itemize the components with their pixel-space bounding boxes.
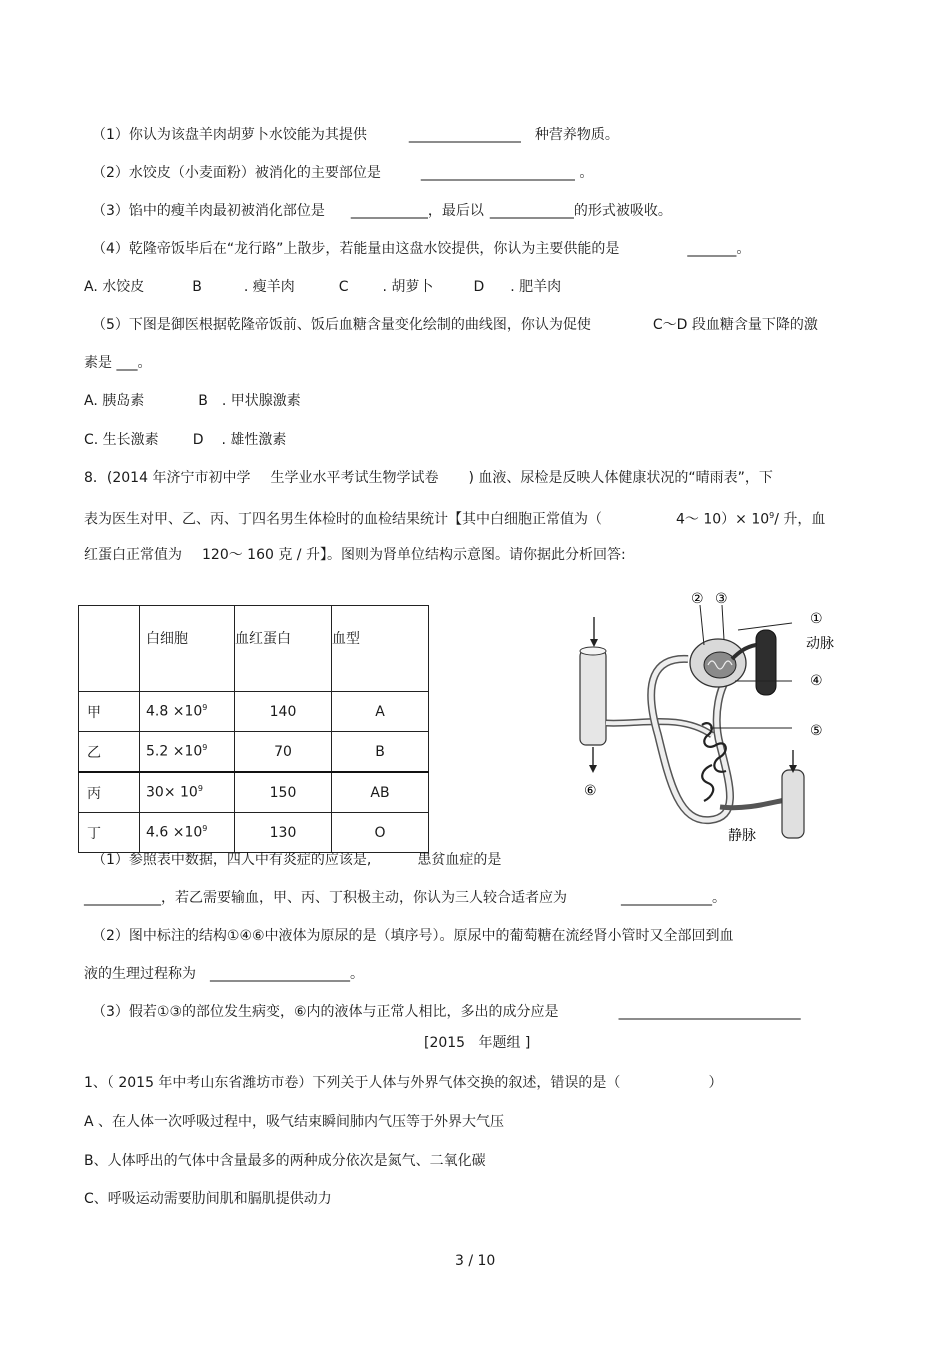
q8-sub1-cont bbox=[84, 888, 726, 908]
table-cell-name: 甲 bbox=[79, 692, 140, 732]
vein-vessel bbox=[782, 770, 804, 838]
q8-wbc-exp: 9 bbox=[769, 511, 775, 520]
table-header-cell bbox=[79, 606, 140, 692]
wbc-exponent: 9 bbox=[202, 743, 208, 753]
table-row bbox=[79, 732, 429, 773]
option-d-letter: D bbox=[192, 432, 204, 448]
q7-part2 bbox=[92, 163, 593, 183]
option-c-letter: C bbox=[338, 279, 349, 295]
table-header-cell: 血型 bbox=[332, 606, 429, 692]
q8-intro: ) 血液、尿检是反映人体健康状况的“晴雨表”，下 bbox=[468, 470, 773, 486]
q2015-stem bbox=[84, 1073, 722, 1093]
q7-part5-options-ab bbox=[84, 391, 301, 411]
collecting-tube bbox=[580, 650, 606, 745]
q8-sub1-blank: ___________，若乙需要输血，甲、丙、丁积极主动，你认为三人较合适者应为 bbox=[84, 890, 567, 906]
wbc-value: 4.8 ×10 bbox=[146, 703, 203, 720]
wbc-exponent: 9 bbox=[202, 703, 208, 713]
q7-part5-text2: C～D 段血糖含量下降的激 bbox=[652, 317, 818, 333]
wbc-exponent: 9 bbox=[202, 824, 208, 834]
label-2: ② bbox=[691, 591, 704, 607]
q7-part4-text: （4）乾隆帝饭毕后在“龙行路”上散步，若能量由这盘水饺提供，你认为主要供能的是 bbox=[92, 241, 620, 257]
q8-source: 8．(2014 年济宁市初中学 bbox=[84, 470, 251, 486]
q7-part5-text: （5）下图是御医根据乾隆帝饭前、饭后血糖含量变化绘制的曲线图，你认为促使 bbox=[92, 317, 591, 333]
q2015-option-a: A 、在人体一次呼吸过程中，吸气结束瞬间肺内气压等于外界大气压 bbox=[84, 1114, 505, 1130]
option-b-text: . 瘦羊肉 bbox=[243, 279, 295, 295]
option-d-letter: D bbox=[473, 279, 485, 295]
option-c-text: . 胡萝卜 bbox=[382, 279, 434, 295]
table-cell-wbc bbox=[140, 772, 235, 813]
table-cell-wbc bbox=[140, 813, 235, 853]
q7-part2-text: （2）水饺皮（小麦面粉）被消化的主要部位是 bbox=[92, 165, 381, 181]
q8-sub2-cont bbox=[84, 964, 364, 984]
wbc-value: 5.2 ×10 bbox=[146, 743, 203, 760]
leader-line-3 bbox=[722, 605, 724, 640]
q8-source2: 生学业水平考试生物学试卷 bbox=[270, 470, 439, 486]
q2015-option-c: C、呼吸运动需要肋间肌和膈肌提供动力 bbox=[84, 1191, 332, 1207]
table-cell-name: 丁 bbox=[79, 813, 140, 853]
q7-part1 bbox=[92, 125, 619, 145]
table-row bbox=[79, 692, 429, 732]
q7-part4 bbox=[92, 239, 750, 259]
q7-part5-cont: 素是 ___。 bbox=[84, 355, 152, 371]
label-4: ④ bbox=[810, 673, 823, 689]
table-row bbox=[79, 772, 429, 813]
q8-stem-line2 bbox=[84, 506, 825, 530]
q7-part3-blank1: ___________，最后以 bbox=[350, 203, 484, 219]
table-cell-type: O bbox=[332, 813, 429, 853]
q8-sub3 bbox=[92, 1002, 801, 1022]
q2015-stem-text: 1、（ 2015 年中考山东省潍坊市卷）下列关于人体与外界气体交换的叙述，错误的是（ bbox=[84, 1075, 621, 1091]
table-cell-hb: 140 bbox=[235, 692, 332, 732]
arrowhead bbox=[590, 639, 598, 647]
table-header-cell: 血红蛋白 bbox=[235, 606, 332, 692]
table-header-cell: 白细胞 bbox=[140, 606, 235, 692]
q8-hb-text: 红蛋白正常值为 bbox=[84, 547, 182, 563]
q7-part1-text: （1）你认为该盘羊肉胡萝卜水饺能为其提供 bbox=[92, 127, 367, 143]
q8-sub1-text2: 患贫血症的是 bbox=[417, 852, 502, 868]
table-cell-name: 乙 bbox=[79, 732, 140, 773]
q8-sub3-text: （3）假若①③的部位发生病变，⑥内的液体与正常人相比，多出的成分应是 bbox=[92, 1004, 559, 1020]
q7-part4-options bbox=[84, 277, 561, 297]
leader-line-1 bbox=[738, 623, 792, 630]
q8-sub3-blank: __________________________ bbox=[618, 1004, 801, 1020]
table-cell-wbc bbox=[140, 692, 235, 732]
q7-part4-blank: _______。 bbox=[687, 241, 751, 257]
page-number: 3 / 10 bbox=[455, 1253, 496, 1269]
q7-part5 bbox=[92, 315, 818, 335]
table-cell-type: A bbox=[332, 692, 429, 732]
q8-stem-line3 bbox=[84, 545, 626, 565]
q8-wbc-range: 4～ 10）× 10 bbox=[676, 511, 770, 528]
q7-part1-blank: ________________ bbox=[408, 127, 521, 143]
glomerulus bbox=[704, 652, 736, 678]
table-cell-hb: 150 bbox=[235, 772, 332, 813]
label-3: ③ bbox=[715, 591, 728, 607]
label-5: ⑤ bbox=[810, 723, 823, 739]
tube-top bbox=[580, 647, 606, 655]
label-vein: 静脉 bbox=[728, 828, 756, 844]
section-heading: [2015 年题组 ] bbox=[424, 1035, 531, 1051]
q2015-stem-paren: ） bbox=[708, 1075, 723, 1091]
q8-sub2: （2）图中标注的结构①④⑥中液体为原尿的是（填序号）。原尿中的葡萄糖在流经肾小管时又全部回到血 bbox=[92, 928, 734, 944]
peritubular-capillary bbox=[702, 765, 713, 801]
label-1: ① bbox=[810, 611, 823, 627]
q7-part3 bbox=[92, 201, 672, 221]
q8-stem-line1 bbox=[84, 468, 773, 488]
artery-vessel bbox=[756, 630, 776, 695]
q8-wbc-unit: / 升，血 bbox=[774, 511, 826, 528]
table-cell-type: AB bbox=[332, 772, 429, 813]
q7-part5-options-cd bbox=[84, 430, 286, 450]
q2015-option-b: B、人体呼出的气体中含量最多的两种成分依次是氮气、二氧化碳 bbox=[84, 1153, 486, 1169]
wbc-value: 4.6 ×10 bbox=[146, 824, 203, 841]
table-cell-hb: 130 bbox=[235, 813, 332, 853]
q8-sub2-text: 液的生理过程称为 bbox=[84, 966, 196, 982]
option-d-text: . 肥羊肉 bbox=[510, 279, 562, 295]
q8-sub2-blank: ____________________。 bbox=[210, 966, 364, 982]
option-c: C. 生长激素 bbox=[84, 432, 159, 448]
option-b-text: . 甲状腺激素 bbox=[221, 393, 301, 409]
q8-sub1-blank2: _____________。 bbox=[621, 890, 726, 906]
nephron-diagram bbox=[570, 585, 840, 850]
q7-part2-blank: ______________________ 。 bbox=[420, 165, 594, 181]
table-cell-type: B bbox=[332, 732, 429, 773]
q8-sub1 bbox=[92, 850, 501, 870]
table-header-row bbox=[79, 606, 429, 692]
wbc-value: 30× 10 bbox=[146, 784, 198, 801]
q8-stem-text: 表为医生对甲、乙、丙、丁四名男生体检时的血检结果统计【其中白细胞正常值为（ bbox=[84, 511, 602, 528]
label-6: ⑥ bbox=[584, 783, 597, 799]
q7-part3-blank2: ____________的形式被吸收。 bbox=[489, 203, 672, 219]
arrowhead bbox=[589, 765, 597, 773]
q8-sub1-text: （1）参照表中数据，四人中有炎症的应该是, bbox=[92, 852, 372, 868]
option-d-text: . 雄性激素 bbox=[221, 432, 287, 448]
leader-line-2 bbox=[700, 605, 704, 645]
label-artery: 动脉 bbox=[806, 636, 834, 652]
q8-hb-range: 120～ 160 克 / 升】。图则为肾单位结构示意图。请你据此分析回答: bbox=[202, 547, 626, 563]
option-a: A. 胰岛素 bbox=[84, 393, 145, 409]
q7-part1-end: 种营养物质。 bbox=[534, 127, 619, 143]
option-a: A. 水饺皮 bbox=[84, 279, 145, 295]
q7-part3-text: （3）馅中的瘦羊肉最初被消化部位是 bbox=[92, 203, 325, 219]
blood-test-table bbox=[78, 605, 429, 853]
table-cell-hb: 70 bbox=[235, 732, 332, 773]
table-cell-name: 丙 bbox=[79, 772, 140, 813]
wbc-exponent: 9 bbox=[197, 784, 203, 794]
option-b-letter: B bbox=[192, 279, 202, 295]
table-row bbox=[79, 813, 429, 853]
table-cell-wbc bbox=[140, 732, 235, 773]
option-b-letter: B bbox=[198, 393, 208, 409]
